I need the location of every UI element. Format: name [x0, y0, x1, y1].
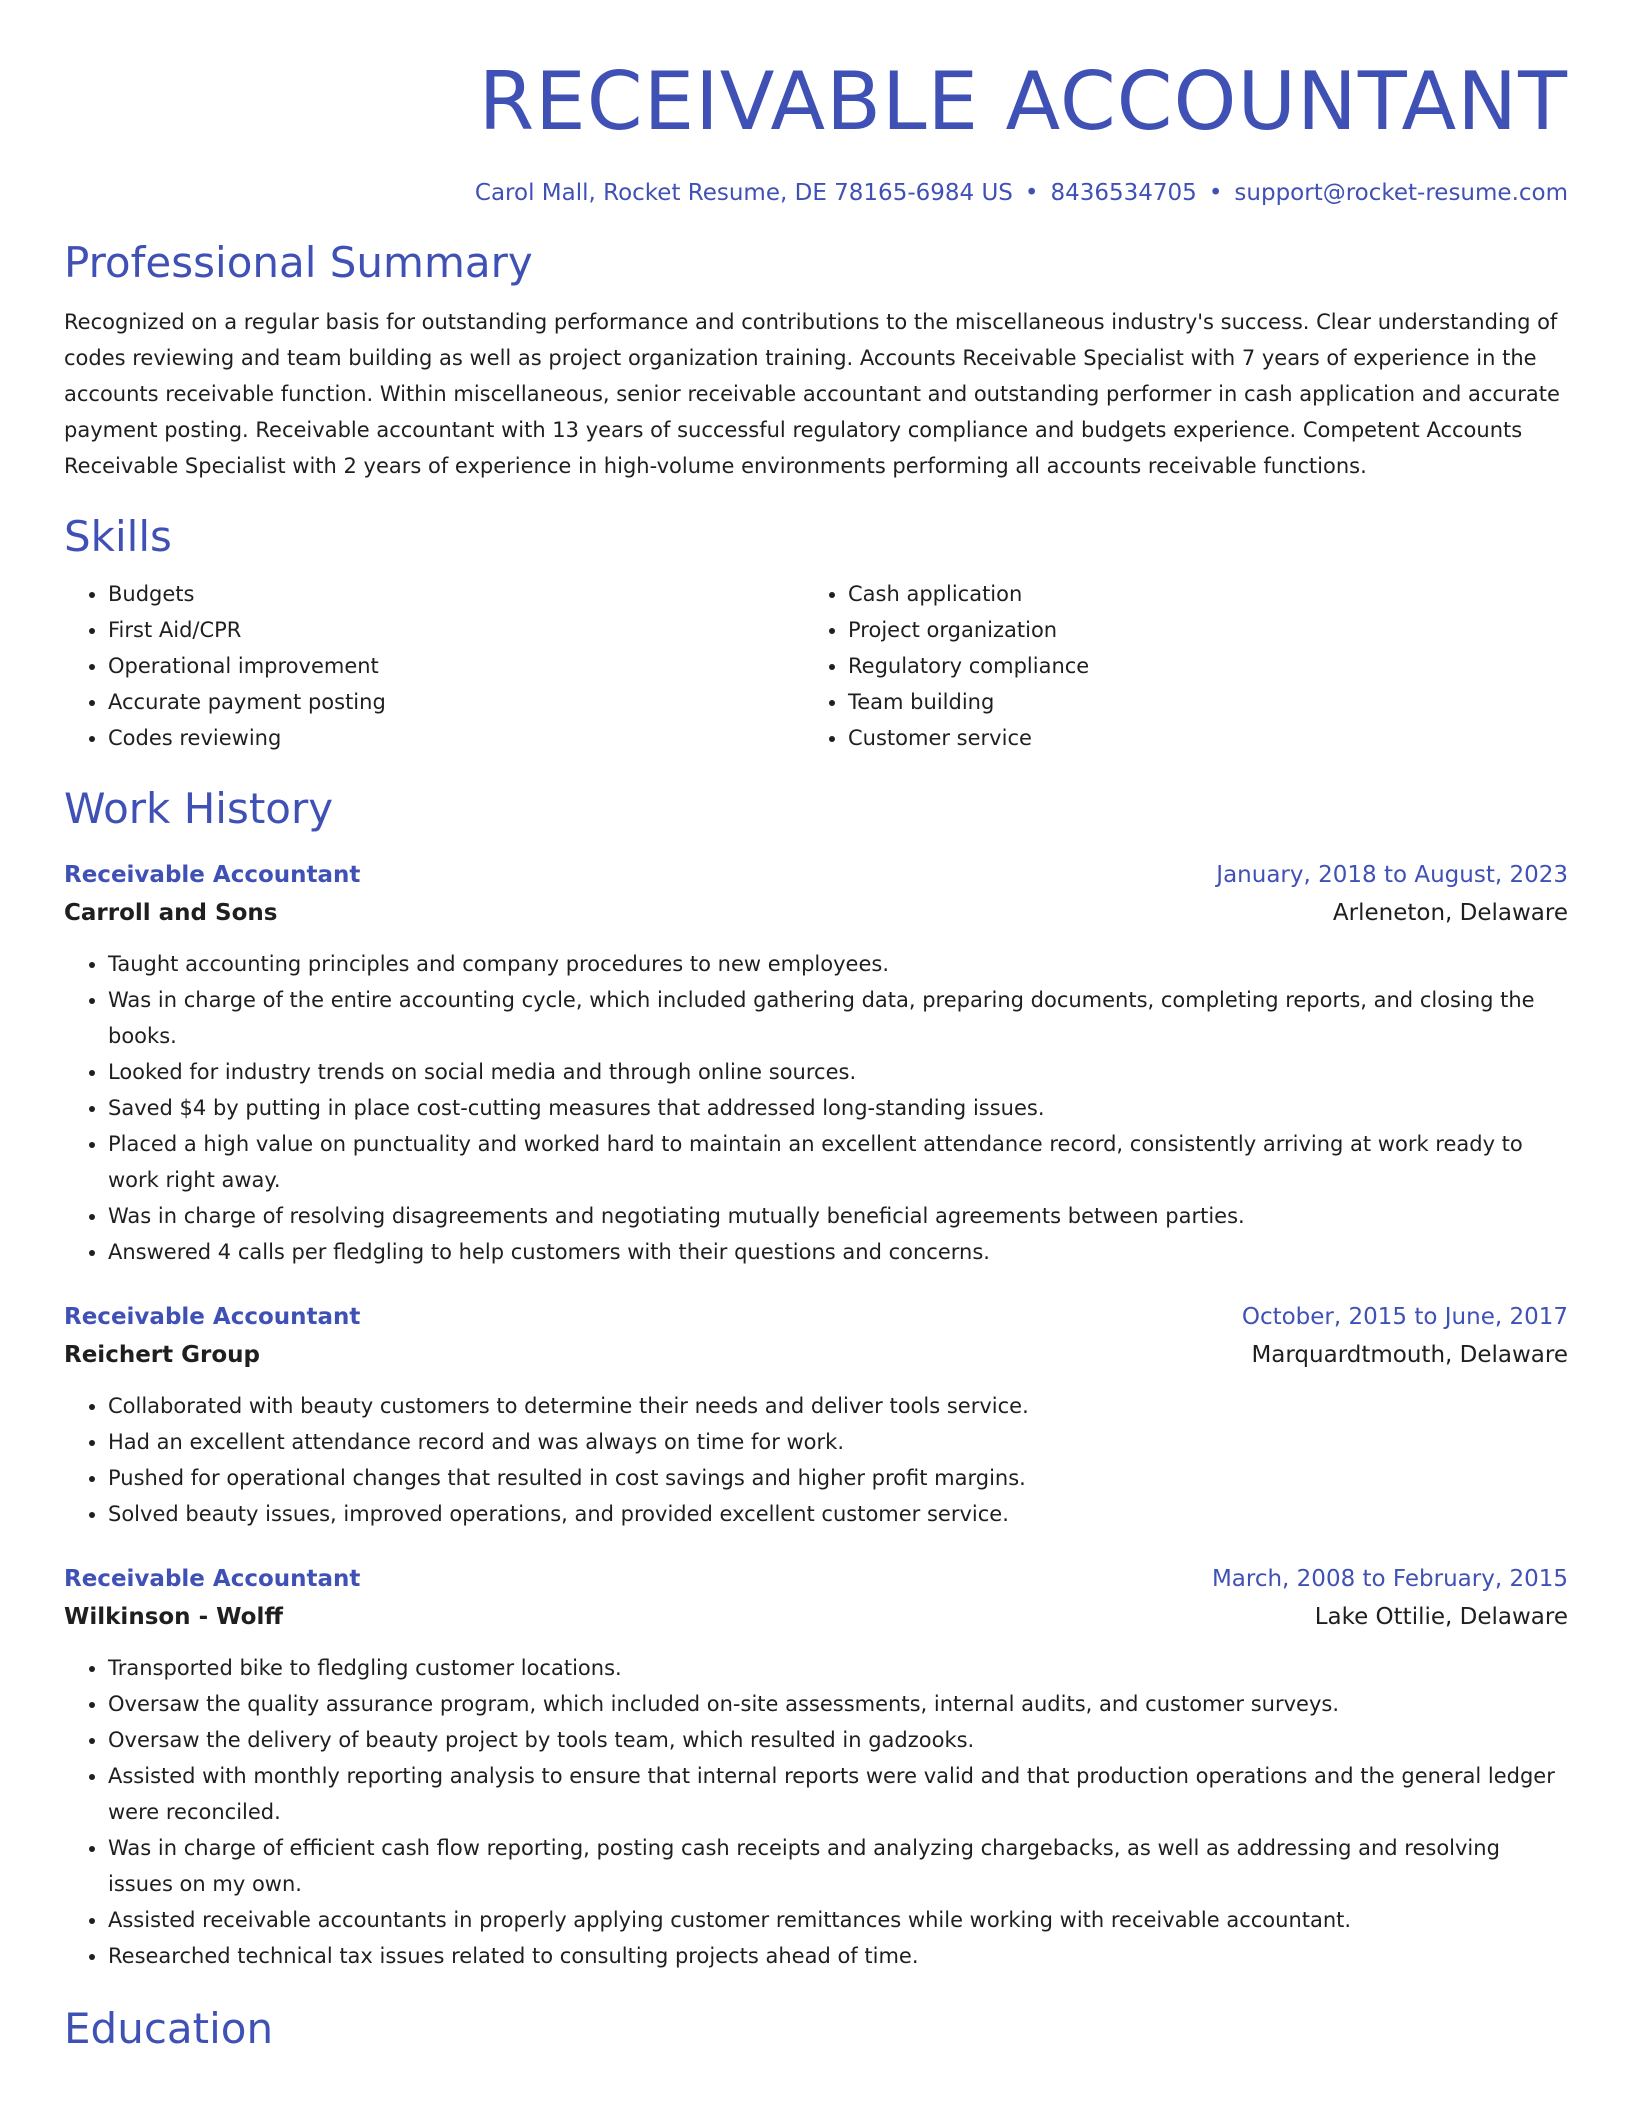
- job-bullet: • Taught accounting principles and company procedures to new employees.: [108, 946, 1568, 982]
- contact-separator: •: [1208, 180, 1223, 206]
- job-title: Receivable Accountant: [64, 862, 361, 888]
- job-title: Receivable Accountant: [64, 1566, 361, 1592]
- skill-item: • Accurate payment posting: [108, 684, 804, 720]
- skill-item: • Cash application: [848, 576, 1568, 612]
- job-bullet: • Researched technical tax issues related to consulting projects ahead of time.: [108, 1938, 1568, 1974]
- job-dates: October, 2015 to June, 2017: [1241, 1304, 1568, 1330]
- job-bullet: • Had an excellent attendance record and was always on time for work.: [108, 1424, 1568, 1460]
- skill-item: • Operational improvement: [108, 648, 804, 684]
- skills-list-left: [64, 576, 804, 756]
- job-location: Lake Ottilie, Delaware: [1314, 1604, 1568, 1630]
- job-company: Carroll and Sons: [64, 900, 278, 926]
- work-history-section-title: Work History: [64, 784, 334, 833]
- contact-phone: 8436534705: [1050, 180, 1197, 206]
- job-bullet: • Assisted receivable accountants in properly applying customer remittances while working with receivable accountant.: [108, 1902, 1568, 1938]
- skill-item: • First Aid/CPR: [108, 612, 804, 648]
- job-bullet: • Assisted with monthly reporting analysis to ensure that internal reports were valid and that production operations and the general ledger were reconciled.: [108, 1758, 1568, 1830]
- job-location: Arleneton, Delaware: [1332, 900, 1568, 926]
- skills-grid: [64, 576, 1568, 756]
- job-entry: [64, 856, 1568, 1270]
- job-bullet: • Placed a high value on punctuality and worked hard to maintain an excellent attendance record, consistently arriving at work ready to work right away.: [108, 1126, 1568, 1198]
- job-bullet: • Was in charge of the entire accounting cycle, which included gathering data, preparing documents, completing reports, and closing the books.: [108, 982, 1568, 1054]
- contact-address: Carol Mall, Rocket Resume, DE 78165-6984 US: [474, 180, 1013, 206]
- job-entry: [64, 1560, 1568, 1974]
- job-bullet: • Oversaw the quality assurance program, which included on-site assessments, internal audits, and customer surveys.: [108, 1686, 1568, 1722]
- summary-text: Recognized on a regular basis for outstanding performance and contributions to the miscellaneous industry's success. Clear understanding of codes reviewing and team building as well as project organization training. Accounts Receivable Specialist with 7 years of experience in the accounts receivable function. Within miscellaneous, senior receivable accountant and outstanding performer in cash application and accurate payment posting. Receivable accountant with 13 years of successful regulatory compliance and budgets experience. Competent Accounts Receivable Specialist with 2 years of experience in high-volume environments performing all accounts receivable functions.: [64, 310, 1560, 478]
- job-bullet: • Saved $4 by putting in place cost-cutting measures that addressed long-standing issues.: [108, 1090, 1568, 1126]
- skills-list-right: [804, 576, 1568, 756]
- job-company-row: [64, 1598, 1568, 1636]
- education-section-title: Education: [64, 2004, 274, 2053]
- job-bullet: • Answered 4 calls per fledgling to help customers with their questions and concerns.: [108, 1234, 1568, 1270]
- job-bullet: • Oversaw the delivery of beauty project by tools team, which resulted in gadzooks.: [108, 1722, 1568, 1758]
- job-bullet: • Collaborated with beauty customers to determine their needs and deliver tools service.: [108, 1388, 1568, 1424]
- skill-item: • Team building: [848, 684, 1568, 720]
- job-dates: March, 2008 to February, 2015: [1211, 1566, 1568, 1592]
- job-dates: January, 2018 to August, 2023: [1216, 862, 1568, 888]
- job-company: Reichert Group: [64, 1342, 261, 1368]
- job-bullet: • Solved beauty issues, improved operations, and provided excellent customer service.: [108, 1496, 1568, 1532]
- job-header-row: [64, 1560, 1568, 1598]
- job-entry: [64, 1298, 1568, 1532]
- job-bullet: • Was in charge of resolving disagreements and negotiating mutually beneficial agreements between parties.: [108, 1198, 1568, 1234]
- skill-item: • Project organization: [848, 612, 1568, 648]
- job-company-row: [64, 894, 1568, 932]
- job-bullet: • Pushed for operational changes that resulted in cost savings and higher profit margins.: [108, 1460, 1568, 1496]
- job-bullet: • Was in charge of efficient cash flow reporting, posting cash receipts and analyzing chargebacks, as well as addressing and resolving issues on my own.: [108, 1830, 1568, 1902]
- job-company-row: [64, 1336, 1568, 1374]
- contact-line: [64, 176, 1568, 210]
- resume-name-heading: RECEIVABLE ACCOUNTANT: [478, 55, 1568, 148]
- job-bullet: • Looked for industry trends on social media and through online sources.: [108, 1054, 1568, 1090]
- skill-item: • Customer service: [848, 720, 1568, 756]
- job-bullet: • Transported bike to fledgling customer locations.: [108, 1650, 1568, 1686]
- skills-section-title: Skills: [64, 512, 172, 561]
- skill-item: • Codes reviewing: [108, 720, 804, 756]
- contact-separator: •: [1024, 180, 1039, 206]
- job-location: Marquardtmouth, Delaware: [1251, 1342, 1568, 1368]
- summary-section-title: Professional Summary: [64, 238, 533, 287]
- contact-email[interactable]: support@rocket-resume.com: [1234, 180, 1568, 206]
- job-title: Receivable Accountant: [64, 1304, 361, 1330]
- job-header-row: [64, 1298, 1568, 1336]
- skill-item: • Budgets: [108, 576, 804, 612]
- job-bullets: [64, 1388, 1568, 1532]
- job-company: Wilkinson - Wolff: [64, 1604, 283, 1630]
- job-header-row: [64, 856, 1568, 894]
- job-bullets: [64, 946, 1568, 1270]
- job-bullets: [64, 1650, 1568, 1974]
- skill-item: • Regulatory compliance: [848, 648, 1568, 684]
